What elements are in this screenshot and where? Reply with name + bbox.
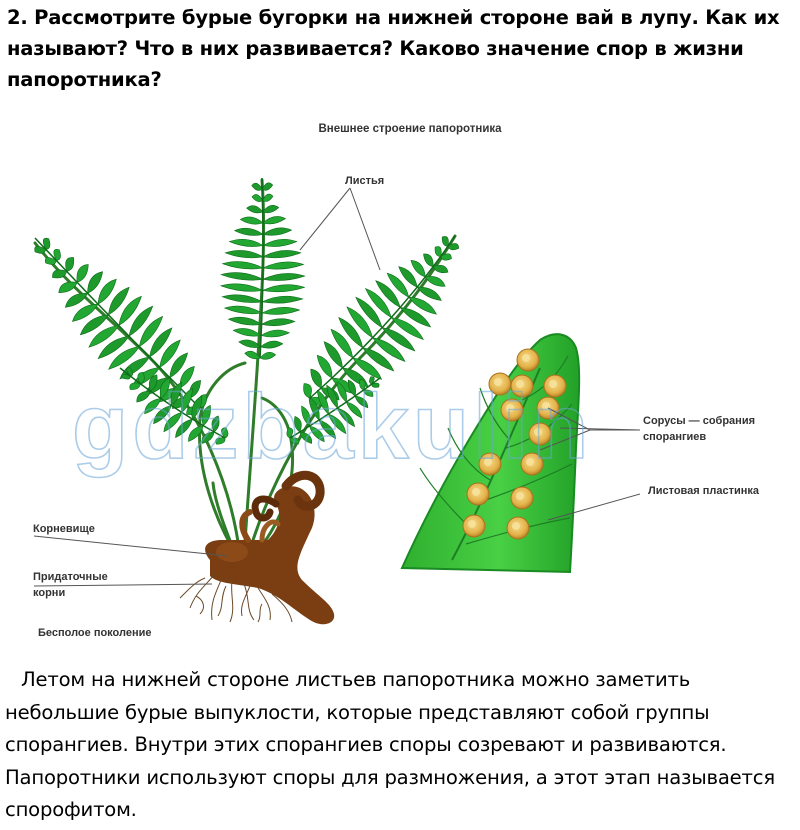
pinna: [247, 206, 263, 213]
label-roots-line1: Придаточные: [33, 571, 108, 583]
pinna: [229, 317, 262, 325]
pinna: [433, 265, 448, 272]
pinna: [417, 287, 441, 300]
label-generation: Бесполое поколение: [38, 627, 152, 639]
pinna: [65, 293, 87, 307]
pinna: [435, 247, 441, 257]
fern-diagram: [0, 108, 800, 658]
pinna: [442, 236, 448, 246]
pinna: [222, 295, 262, 303]
watermark: gdzbakulin: [72, 376, 593, 478]
pinna: [88, 272, 103, 294]
pinna: [221, 273, 263, 281]
pinna: [262, 307, 299, 314]
pinna: [235, 228, 264, 235]
pinna: [225, 250, 263, 257]
pinna: [252, 194, 263, 201]
pinna: [263, 239, 297, 246]
pinna: [424, 254, 434, 267]
label-rhizome: Корневище: [33, 523, 95, 535]
label-leaves: Листья: [345, 175, 385, 187]
pinna: [425, 276, 445, 286]
question-text: 2. Рассмотрите бурые бугорки на нижней стороне вай в лупу. Как их называют? Что в них развивается? Каково значение спор в жизни папоротника?: [7, 6, 780, 91]
pinna: [221, 284, 263, 292]
sorus-highlight: [472, 488, 480, 496]
pinna: [239, 340, 261, 348]
pinna: [225, 306, 262, 314]
pinna: [411, 260, 425, 277]
rhizome: [205, 475, 334, 624]
label-sori-line2: спорангиев: [643, 431, 707, 443]
pinna: [262, 319, 295, 326]
pinna: [261, 330, 289, 337]
sorus-highlight: [512, 522, 520, 530]
pinna: [263, 216, 285, 223]
pinna: [261, 341, 283, 348]
pinna: [263, 285, 305, 292]
label-blade: Листовая пластинка: [648, 485, 760, 497]
pinna: [77, 264, 88, 282]
sorus-highlight: [522, 354, 530, 362]
pinna: [263, 250, 301, 257]
pinna: [66, 257, 74, 271]
sorus-highlight: [516, 492, 524, 500]
fern-diagram-svg: [0, 108, 800, 658]
label-sori-line1: Сорусы — собрания: [643, 415, 755, 427]
sorus-highlight: [468, 520, 476, 528]
diagram-title: Внешнее строение папоротника: [318, 123, 502, 135]
pinna: [229, 239, 263, 246]
answer-text: Летом на нижней стороне листьев папоротника можно заметить небольшие бурые выпуклости, которые представляют собой группы спорангиев. Внутри этих спорангиев споры созревают и развиваются. Папоротники используют споры для размножения, а этот этап называется спорофитом.: [5, 668, 775, 821]
label-roots-line2: корни: [33, 587, 66, 599]
pinna: [263, 205, 279, 212]
pinna: [263, 273, 305, 280]
frond-center: [221, 178, 305, 359]
pinna: [240, 217, 263, 224]
pinna: [263, 228, 291, 235]
pinna: [263, 262, 303, 269]
pinna: [262, 296, 302, 303]
pinna: [223, 262, 263, 269]
pinna: [262, 183, 272, 190]
pinna: [260, 352, 276, 359]
pinna: [233, 328, 261, 336]
pinna: [59, 282, 77, 293]
pinna: [252, 183, 263, 190]
